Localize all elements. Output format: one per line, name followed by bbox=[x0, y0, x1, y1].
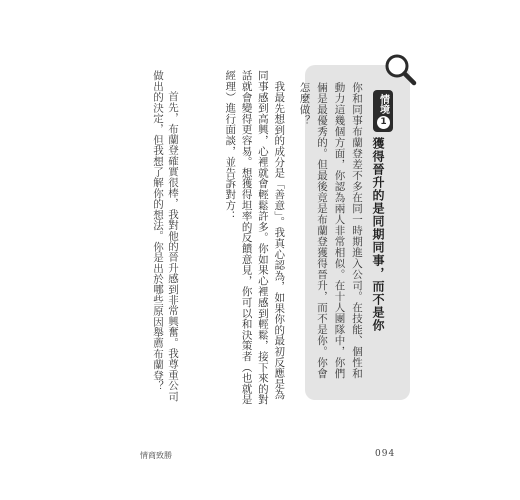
scenario-badge-label: 情境 bbox=[377, 93, 389, 114]
page-number: 094 bbox=[375, 449, 396, 459]
scenario-title: 獲得晉升的是同期同事，而不是你 bbox=[371, 137, 385, 332]
running-footer-title: 情商致勝 bbox=[140, 451, 172, 460]
body-paragraph: 我最先想到的成分是「善意」。我真心認為，如果你的最初反應是為同事感到高興，心裡就會輕鬆許多。你如果心裡感到輕鬆，接下來的對話就會變得更容易。想獲得坦率的反饋意見，你可以和決策者（也就是經理）進行面談，並告訴對方： bbox=[224, 70, 286, 405]
magnifier-icon bbox=[383, 52, 417, 86]
dialogue-paragraph: 首先，布蘭登確實很棒，我對他的晉升感到非常興奮。我尊重公司做出的決定，但我想了解你的想法。你是出於哪些原因舉薦布蘭登？ bbox=[152, 70, 179, 402]
scenario-body: 你和同事布蘭登差不多在同一時期進入公司。在技能、個性和動力這幾個方面，你認為兩人非常相似。在十人團隊中，你們倆是最優秀的。但最後竟是布蘭登獲得晉升，而不是你。你會怎麼做？ bbox=[298, 82, 363, 379]
main-body-text bbox=[222, 70, 287, 410]
sample-dialogue bbox=[150, 70, 180, 410]
scenario-badge bbox=[373, 90, 393, 132]
scenario-badge-number: 1 bbox=[378, 117, 389, 127]
